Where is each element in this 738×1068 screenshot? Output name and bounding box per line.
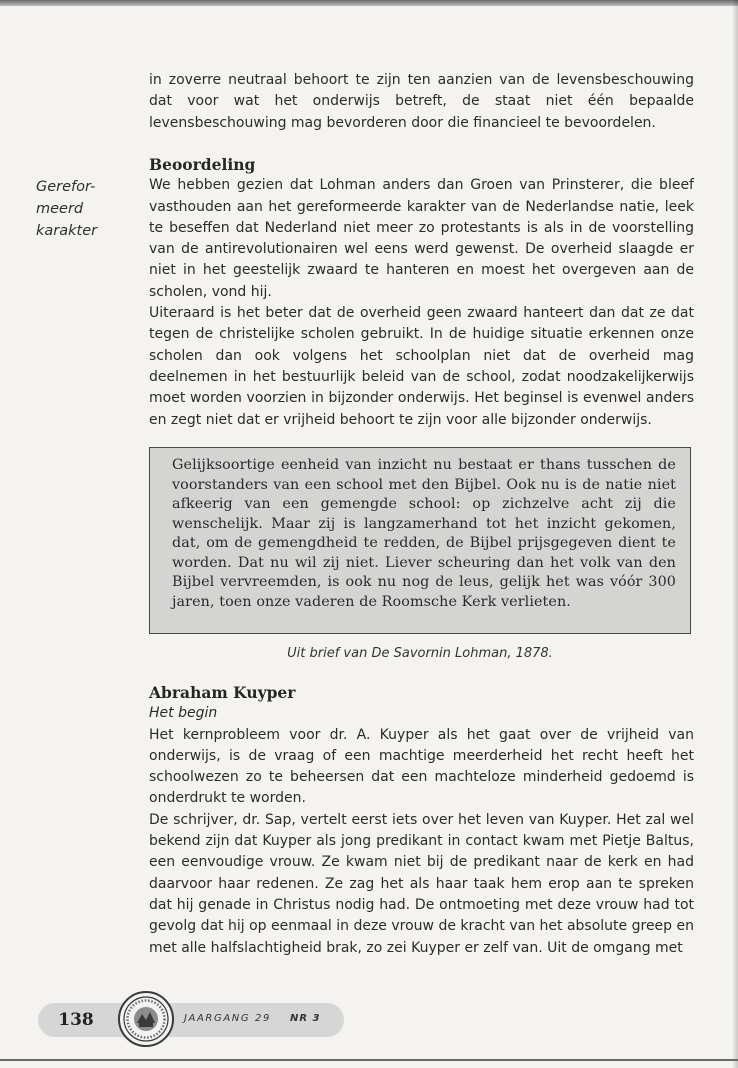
- journal-volume: JAARGANG 29: [184, 1013, 271, 1024]
- margin-note-line: karakter: [36, 223, 98, 239]
- margin-note: [36, 176, 128, 242]
- section-subheading: Het begin: [149, 705, 218, 722]
- page-number: 138: [58, 1010, 94, 1030]
- section-heading-beoordeling: Beoordeling: [149, 155, 256, 174]
- journal-seal-icon: [117, 990, 175, 1048]
- paragraph: We hebben gezien dat Lohman anders dan Groen van Prinsterer, die bleef vasthouden aan het gereformeerde karakter van de Nederlandse natie, leek te beseffen dat Nederland niet meer zo protestants is als in de voorstelling van de antirevolutionairen wel eens werd gewenst. De overheid slaagde er niet in het geestelijk zwaard te hanteren en moest het overgeven aan de scholen, vond hij.: [149, 177, 694, 300]
- quote-box: [149, 447, 691, 634]
- journal-issue: NR 3: [290, 1013, 321, 1024]
- page-edge-shadow: [732, 0, 738, 1068]
- paragraph: Het kernprobleem voor dr. A. Kuyper als het gaat over de vrijheid van onderwijs, is de vraag of een machtige meerderheid het recht heeft het schoolwezen zo te beheersen dat een machteloze minderheid gedoemd is onderdrukt te worden.: [149, 726, 694, 807]
- top-rule: [0, 0, 738, 6]
- section-heading-kuyper: Abraham Kuyper: [149, 683, 296, 702]
- bottom-rule: [0, 1059, 738, 1061]
- paragraph: De schrijver, dr. Sap, vertelt eerst iets over het leven van Kuyper. Het zal wel bekend zijn dat Kuyper als jong predikant in contact kwam met Pietje Baltus, een eenvoudige vrouw. Ze kwam niet bij de predikant naar de kerk en had daarvoor haar redenen. Ze zag het als haar taak hem erop aan te spreken dat hij genade in Christus nodig had. De ontmoeting met deze vrouw had tot gevolg dat hij op eenmaal in deze vrouw de kracht van het absolute greep en met alle halfslachtigheid brak, zo zei Kuyper er zelf van. Uit de omgang met: [149, 811, 694, 956]
- quote-caption: Uit brief van De Savornin Lohman, 1878.: [287, 646, 553, 661]
- quote-text: Gelijksoortige eenheid van inzicht nu bestaat er thans tusschen de voorstanders van een school met den Bijbel. Ook nu is de natie niet afkeerig van een gemengde school: op zichzelve acht zij die wenschelijk. Maar zij is langzamerhand tot het inzicht gekomen, dat, om de gemengdheid te redden, de Bijbel prijsgegeven dient te worden. Dat nu wil zij niet. Liever scheuring dan het volk van den Bijbel vervreemden, is ook nu nog de leus, gelijk het was vóór 300 jaren, toen onze vaderen de Roomsche Kerk verlieten.: [172, 457, 676, 610]
- intro-paragraph: in zoverre neutraal behoort te zijn ten aanzien van de levensbeschouwing dat voor wat het onderwijs betreft, de staat niet één bepaalde levensbeschouwing mag bevorderen door die financieel te bevoordelen.: [149, 72, 694, 131]
- section-beoordeling: [149, 154, 694, 431]
- paragraph: Uiteraard is het beter dat de overheid geen zwaard hanteert dan dat ze dat tegen de christelijke scholen gebruikt. In de huidige situatie erkennen onze scholen dan ook volgens het schoolplan niet dat de overheid mag deelnemen in het bestuurlijk beleid van de school, zodat noodzakelijkerwijs moet worden voorzien in bijzonder onderwijs. Het beginsel is evenwel anders en zegt niet dat er vrijheid behoort te zijn voor alle bijzonder onderwijs.: [149, 305, 694, 428]
- margin-note-line: Gerefor-: [36, 179, 96, 195]
- margin-note-line: meerd: [36, 201, 84, 217]
- intro-paragraph-block: [149, 70, 694, 134]
- section-kuyper: [149, 682, 694, 959]
